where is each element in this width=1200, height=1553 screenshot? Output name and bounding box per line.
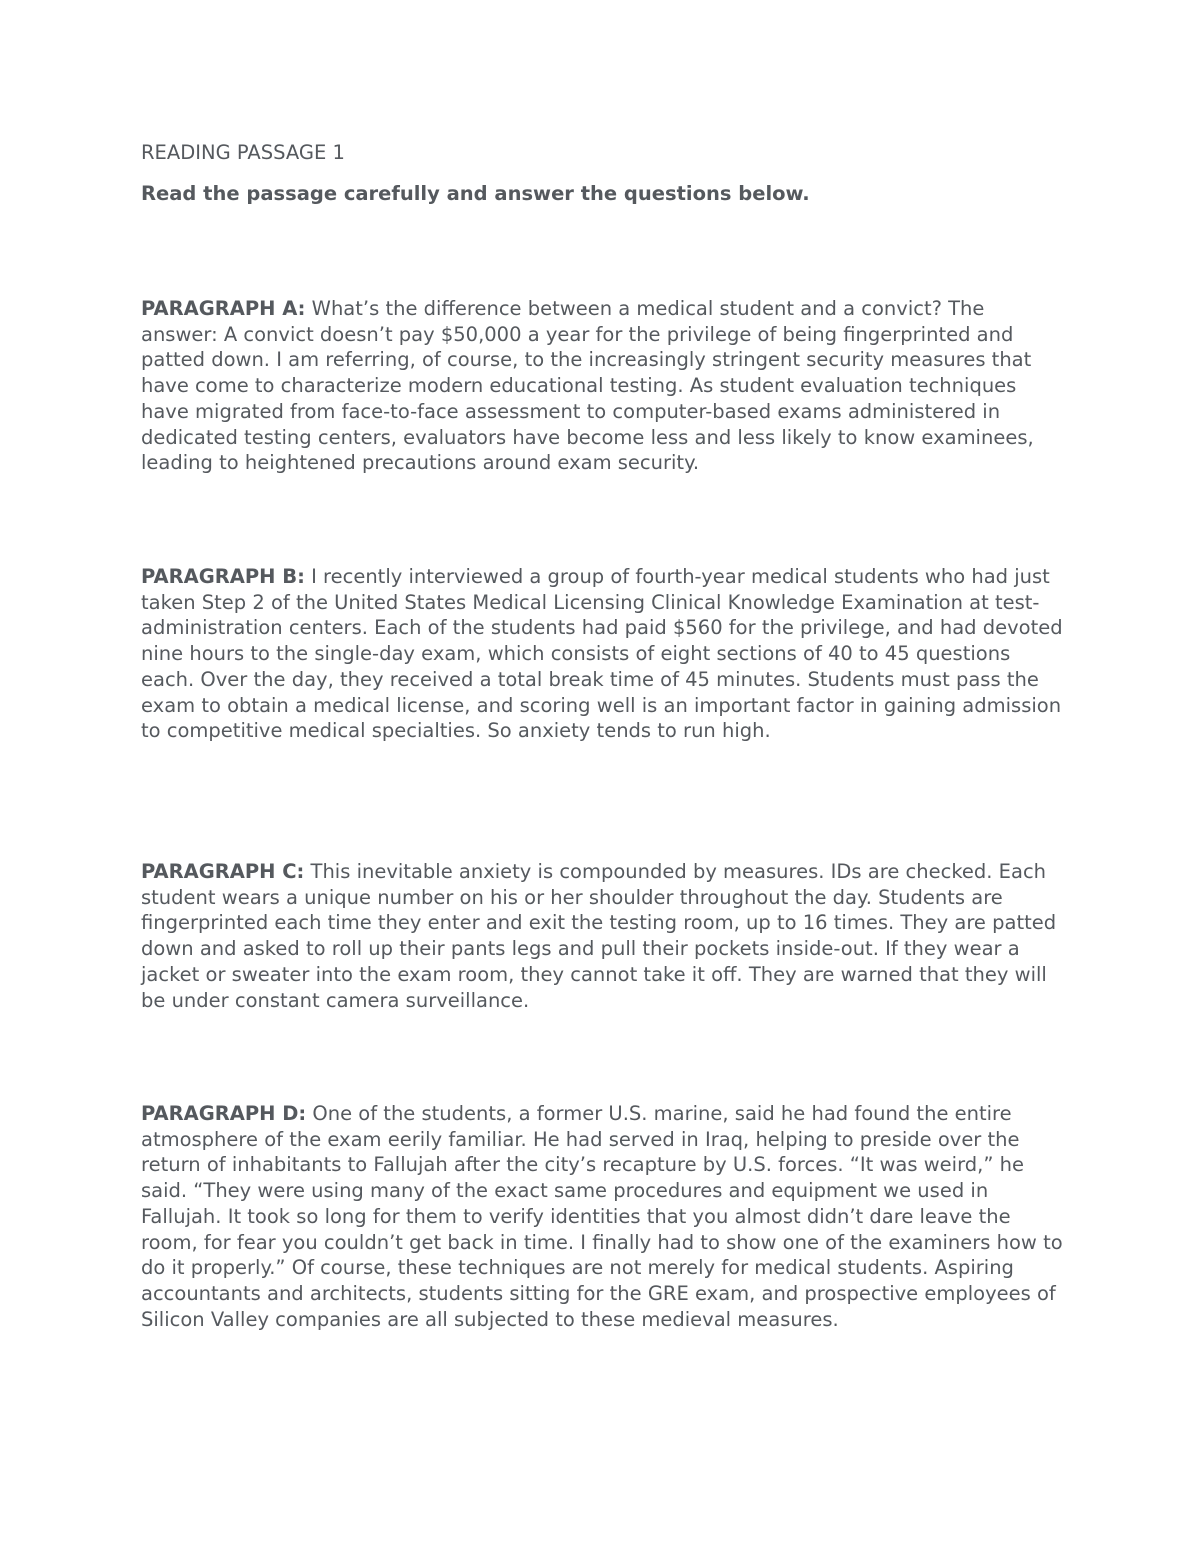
paragraph-b-text: I recently interviewed a group of fourth-year medical students who had just taken Step 2 of the United States Medical Licensing Clinical Knowledge Examination at test-administration centers. Each of the students had paid $560 for the privilege, and had devoted nine hours to the single-day exam, which consists of eight sections of 40 to 45 questions each. Over the day, they received a total break time of 45 minutes. Students must pass the exam to obtain a medical license, and scoring well is an important factor in gaining admission to competitive medical specialties. So anxiety tends to run high. [141,565,1063,743]
paragraph-d-text: One of the students, a former U.S. marine, said he had found the entire atmosphere of the exam eerily familiar. He had served in Iraq, helping to preside over the return of inhabitants to Fallujah after the city’s recapture by U.S. forces. “It was weird,” he said. “They were using many of the exact same procedures and equipment we used in Fallujah. It took so long for them to verify identities that you almost didn’t dare leave the room, for fear you couldn’t get back in time. I finally had to show one of the examiners how to do it properly.” Of course, these techniques are not merely for medical students. Aspiring accountants and architects, students sitting for the GRE exam, and prospective employees of Silicon Valley companies are all subjected to these medieval measures. [141,1102,1063,1331]
paragraph-b [141,564,1066,744]
paragraph-d-label: PARAGRAPH D: [141,1102,307,1125]
paragraph-c-text: This inevitable anxiety is compounded by measures. IDs are checked. Each student wears a unique number on his or her shoulder throughout the day. Students are fingerprinted each time they enter and exit the testing room, up to 16 times. They are patted down and asked to roll up their pants legs and pull their pockets inside-out. If they wear a jacket or sweater into the exam room, they cannot take it off. They are warned that they will be under constant camera surveillance. [141,860,1057,1012]
paragraph-a-text: What’s the difference between a medical student and a convict? The answer: A convict doesn’t pay $50,000 a year for the privilege of being fingerprinted and patted down. I am referring, of course, to the increasingly stringent security measures that have come to characterize modern educational testing. As student evaluation techniques have migrated from face-to-face assessment to computer-based exams administered in dedicated testing centers, evaluators have become less and less likely to know examinees, leading to heightened precautions around exam security. [141,297,1034,475]
passage-title: READING PASSAGE 1 [141,141,345,164]
paragraph-a [141,296,1066,476]
paragraph-a-label: PARAGRAPH A: [141,297,306,320]
paragraph-c [141,859,1066,1013]
paragraph-d [141,1101,1066,1332]
passage-instruction: Read the passage carefully and answer the questions below. [141,182,810,205]
paragraph-b-label: PARAGRAPH B: [141,565,305,588]
paragraph-c-label: PARAGRAPH C: [141,860,305,883]
